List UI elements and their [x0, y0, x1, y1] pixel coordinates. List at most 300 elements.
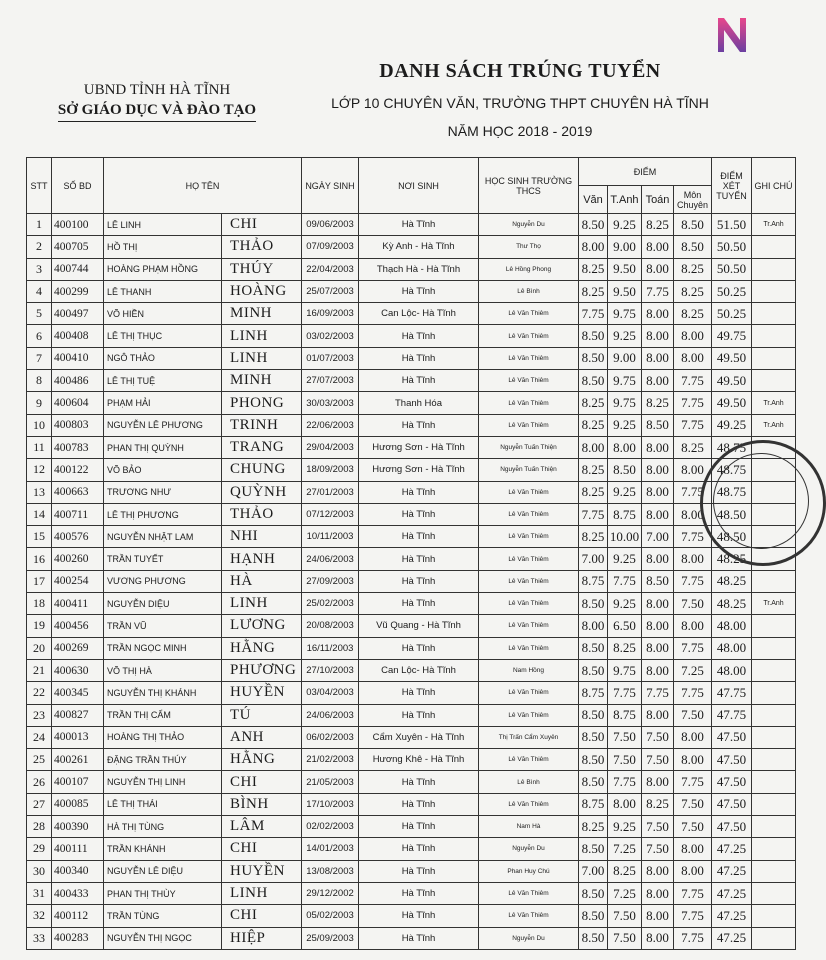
surname-cell: TRẦN NGỌC MINH — [104, 637, 222, 659]
given-name-cell: THẢO — [222, 503, 302, 525]
table-row — [27, 436, 796, 458]
birthdate-cell: 03/04/2003 — [302, 682, 359, 704]
surname-cell: HOÀNG PHẠM HỒNG — [104, 258, 222, 280]
birthdate-cell: 25/02/2003 — [302, 593, 359, 615]
birthplace-cell: Hà Tĩnh — [359, 526, 479, 548]
table-row — [27, 548, 796, 570]
surname-cell: LÊ THỊ THÁI — [104, 793, 222, 815]
birthdate-cell: 21/02/2003 — [302, 749, 359, 771]
table-row — [27, 459, 796, 481]
score-toan-cell: 7.50 — [642, 749, 674, 771]
total-score-cell: 49.25 — [712, 414, 752, 436]
stt-cell: 4 — [27, 280, 52, 302]
given-name-cell: THÚY — [222, 258, 302, 280]
table-row — [27, 392, 796, 414]
score-tanh-cell: 9.00 — [608, 347, 642, 369]
sbd-cell: 400107 — [52, 771, 104, 793]
note-cell — [752, 659, 796, 681]
score-tanh-cell: 8.50 — [608, 459, 642, 481]
stt-cell: 18 — [27, 593, 52, 615]
document-title: DANH SÁCH TRÚNG TUYỂN — [379, 60, 661, 82]
document-title-block — [300, 60, 740, 139]
surname-cell: LÊ THỊ TUỆ — [104, 370, 222, 392]
total-score-cell: 48.50 — [712, 503, 752, 525]
stt-cell: 31 — [27, 882, 52, 904]
admission-table — [26, 157, 796, 950]
score-toan-cell: 8.00 — [642, 882, 674, 904]
birthdate-cell: 30/03/2003 — [302, 392, 359, 414]
score-van-cell: 8.50 — [579, 749, 608, 771]
score-van-cell: 8.25 — [579, 280, 608, 302]
score-van-cell: 8.75 — [579, 793, 608, 815]
score-chuyen-cell: 8.25 — [674, 258, 712, 280]
total-score-cell: 47.25 — [712, 860, 752, 882]
total-score-cell: 47.25 — [712, 838, 752, 860]
score-chuyen-cell: 7.75 — [674, 882, 712, 904]
given-name-cell: HẠNH — [222, 548, 302, 570]
table-row — [27, 771, 796, 793]
sbd-cell: 400261 — [52, 749, 104, 771]
sbd-cell: 400433 — [52, 882, 104, 904]
score-tanh-cell: 7.50 — [608, 905, 642, 927]
score-chuyen-cell: 7.75 — [674, 414, 712, 436]
table-row — [27, 503, 796, 525]
school-cell: Nguyễn Du — [479, 838, 579, 860]
score-tanh-cell: 9.00 — [608, 236, 642, 258]
sbd-cell: 400456 — [52, 615, 104, 637]
school-cell: Lê Văn Thiêm — [479, 325, 579, 347]
birthplace-cell: Hà Tĩnh — [359, 503, 479, 525]
score-van-cell: 7.75 — [579, 503, 608, 525]
org-line-2: SỞ GIÁO DỤC VÀ ĐÀO TẠO — [58, 100, 256, 122]
header-van: Văn — [579, 186, 608, 214]
score-chuyen-cell: 8.00 — [674, 325, 712, 347]
sbd-cell: 400711 — [52, 503, 104, 525]
birthdate-cell: 24/06/2003 — [302, 548, 359, 570]
school-cell: Lê Văn Thiêm — [479, 503, 579, 525]
surname-cell: VƯƠNG PHƯƠNG — [104, 570, 222, 592]
score-van-cell: 8.50 — [579, 370, 608, 392]
score-van-cell: 8.25 — [579, 526, 608, 548]
score-toan-cell: 8.00 — [642, 236, 674, 258]
birthdate-cell: 16/11/2003 — [302, 637, 359, 659]
score-chuyen-cell: 7.75 — [674, 526, 712, 548]
birthdate-cell: 09/06/2003 — [302, 214, 359, 236]
score-tanh-cell: 9.75 — [608, 303, 642, 325]
school-cell: Thị Trấn Cẩm Xuyên — [479, 726, 579, 748]
sbd-cell: 400827 — [52, 704, 104, 726]
sbd-cell: 400663 — [52, 481, 104, 503]
score-toan-cell: 7.00 — [642, 526, 674, 548]
surname-cell: NGUYỄN THỊ KHÁNH — [104, 682, 222, 704]
score-toan-cell: 8.00 — [642, 481, 674, 503]
birthplace-cell: Hương Sơn - Hà Tĩnh — [359, 436, 479, 458]
given-name-cell: CHI — [222, 771, 302, 793]
score-toan-cell: 8.00 — [642, 659, 674, 681]
header-tanh: T.Anh — [608, 186, 642, 214]
sbd-cell: 400576 — [52, 526, 104, 548]
surname-cell: LÊ THANH — [104, 280, 222, 302]
stt-cell: 3 — [27, 258, 52, 280]
birthdate-cell: 22/06/2003 — [302, 414, 359, 436]
score-chuyen-cell: 7.75 — [674, 637, 712, 659]
stt-cell: 11 — [27, 436, 52, 458]
table-row — [27, 882, 796, 904]
birthplace-cell: Hà Tĩnh — [359, 570, 479, 592]
birthplace-cell: Hà Tĩnh — [359, 771, 479, 793]
note-cell — [752, 682, 796, 704]
surname-cell: VÕ THỊ HÀ — [104, 659, 222, 681]
note-cell: Tr.Anh — [752, 214, 796, 236]
total-score-cell: 47.50 — [712, 726, 752, 748]
score-van-cell: 8.00 — [579, 236, 608, 258]
note-cell — [752, 615, 796, 637]
table-row — [27, 793, 796, 815]
birthdate-cell: 24/06/2003 — [302, 704, 359, 726]
surname-cell: PHẠM HẢI — [104, 392, 222, 414]
given-name-cell: CHI — [222, 905, 302, 927]
note-cell — [752, 749, 796, 771]
score-van-cell: 8.75 — [579, 682, 608, 704]
total-score-cell: 47.50 — [712, 793, 752, 815]
birthdate-cell: 27/09/2003 — [302, 570, 359, 592]
sbd-cell: 400803 — [52, 414, 104, 436]
school-cell: Lê Bình — [479, 771, 579, 793]
birthplace-cell: Hà Tĩnh — [359, 637, 479, 659]
stt-cell: 2 — [27, 236, 52, 258]
birthdate-cell: 21/05/2003 — [302, 771, 359, 793]
score-chuyen-cell: 8.25 — [674, 303, 712, 325]
total-score-cell: 47.50 — [712, 771, 752, 793]
header-toan: Toán — [642, 186, 674, 214]
sbd-cell: 400390 — [52, 816, 104, 838]
given-name-cell: CHI — [222, 214, 302, 236]
surname-cell: NGUYỄN DIỆU — [104, 593, 222, 615]
table-row — [27, 347, 796, 369]
given-name-cell: HUYỀN — [222, 860, 302, 882]
table-row — [27, 905, 796, 927]
stt-cell: 28 — [27, 816, 52, 838]
score-toan-cell: 8.00 — [642, 459, 674, 481]
table-row — [27, 659, 796, 681]
score-van-cell: 8.50 — [579, 347, 608, 369]
score-toan-cell: 8.00 — [642, 927, 674, 949]
table-row — [27, 816, 796, 838]
score-toan-cell: 8.00 — [642, 704, 674, 726]
birthplace-cell: Kỳ Anh - Hà Tĩnh — [359, 236, 479, 258]
score-chuyen-cell: 7.75 — [674, 905, 712, 927]
birthplace-cell: Cẩm Xuyên - Hà Tĩnh — [359, 726, 479, 748]
surname-cell: TRẦN VŨ — [104, 615, 222, 637]
sbd-cell: 400013 — [52, 726, 104, 748]
surname-cell: TRẦN TUYẾT — [104, 548, 222, 570]
stt-cell: 13 — [27, 481, 52, 503]
score-toan-cell: 8.50 — [642, 414, 674, 436]
birthplace-cell: Hà Tĩnh — [359, 370, 479, 392]
note-cell — [752, 347, 796, 369]
note-cell — [752, 325, 796, 347]
stt-cell: 1 — [27, 214, 52, 236]
note-cell — [752, 280, 796, 302]
score-van-cell: 8.25 — [579, 816, 608, 838]
school-cell: Lê Văn Thiêm — [479, 905, 579, 927]
birthplace-cell: Hà Tĩnh — [359, 860, 479, 882]
score-chuyen-cell: 8.00 — [674, 548, 712, 570]
school-cell: Lê Văn Thiêm — [479, 882, 579, 904]
score-van-cell: 8.25 — [579, 392, 608, 414]
birthplace-cell: Hà Tĩnh — [359, 816, 479, 838]
score-toan-cell: 8.00 — [642, 615, 674, 637]
school-cell: Lê Văn Thiêm — [479, 526, 579, 548]
score-toan-cell: 8.00 — [642, 303, 674, 325]
birthdate-cell: 14/01/2003 — [302, 838, 359, 860]
note-cell — [752, 816, 796, 838]
total-score-cell: 48.00 — [712, 637, 752, 659]
school-cell: Lê Văn Thiêm — [479, 704, 579, 726]
sbd-cell: 400100 — [52, 214, 104, 236]
total-score-cell: 48.25 — [712, 548, 752, 570]
birthplace-cell: Hà Tĩnh — [359, 414, 479, 436]
header-monchuyen: Môn Chuyên — [674, 186, 712, 214]
note-cell — [752, 236, 796, 258]
surname-cell: NGUYỄN THỊ NGỌC — [104, 927, 222, 949]
total-score-cell: 47.75 — [712, 682, 752, 704]
score-tanh-cell: 8.25 — [608, 637, 642, 659]
total-score-cell: 48.25 — [712, 593, 752, 615]
stt-cell: 16 — [27, 548, 52, 570]
birthplace-cell: Hà Tĩnh — [359, 280, 479, 302]
score-chuyen-cell: 8.00 — [674, 503, 712, 525]
birthplace-cell: Hà Tĩnh — [359, 882, 479, 904]
header-hoten: HỌ TÊN — [104, 158, 302, 214]
birthdate-cell: 17/10/2003 — [302, 793, 359, 815]
school-cell: Lê Văn Thiêm — [479, 637, 579, 659]
total-score-cell: 50.25 — [712, 280, 752, 302]
sbd-cell: 400122 — [52, 459, 104, 481]
table-row — [27, 927, 796, 949]
score-chuyen-cell: 7.75 — [674, 570, 712, 592]
total-score-cell: 47.25 — [712, 882, 752, 904]
school-cell: Nam Hà — [479, 816, 579, 838]
sbd-cell: 400112 — [52, 905, 104, 927]
surname-cell: NGÔ THẢO — [104, 347, 222, 369]
score-toan-cell: 8.00 — [642, 325, 674, 347]
score-van-cell: 8.50 — [579, 704, 608, 726]
total-score-cell: 47.50 — [712, 749, 752, 771]
table-row — [27, 749, 796, 771]
total-score-cell: 47.75 — [712, 704, 752, 726]
given-name-cell: PHƯƠNG — [222, 659, 302, 681]
score-chuyen-cell: 7.50 — [674, 704, 712, 726]
score-tanh-cell: 8.75 — [608, 503, 642, 525]
score-chuyen-cell: 7.50 — [674, 816, 712, 838]
surname-cell: NGUYỄN LÊ PHƯƠNG — [104, 414, 222, 436]
table-row — [27, 526, 796, 548]
score-van-cell: 8.25 — [579, 459, 608, 481]
score-van-cell: 8.25 — [579, 258, 608, 280]
score-van-cell: 8.25 — [579, 414, 608, 436]
score-van-cell: 8.50 — [579, 882, 608, 904]
total-score-cell: 49.50 — [712, 347, 752, 369]
score-toan-cell: 7.75 — [642, 682, 674, 704]
birthplace-cell: Hương Khê - Hà Tĩnh — [359, 749, 479, 771]
birthdate-cell: 27/07/2003 — [302, 370, 359, 392]
given-name-cell: LINH — [222, 593, 302, 615]
sbd-cell: 400345 — [52, 682, 104, 704]
score-toan-cell: 8.00 — [642, 347, 674, 369]
score-tanh-cell: 7.75 — [608, 570, 642, 592]
school-cell: Lê Văn Thiêm — [479, 548, 579, 570]
note-cell — [752, 726, 796, 748]
birthdate-cell: 18/09/2003 — [302, 459, 359, 481]
note-cell: Tr.Anh — [752, 593, 796, 615]
birthdate-cell: 10/11/2003 — [302, 526, 359, 548]
score-van-cell: 8.50 — [579, 726, 608, 748]
birthdate-cell: 27/01/2003 — [302, 481, 359, 503]
school-cell: Lê Văn Thiêm — [479, 303, 579, 325]
score-van-cell: 8.50 — [579, 637, 608, 659]
birthdate-cell: 07/09/2003 — [302, 236, 359, 258]
stt-cell: 15 — [27, 526, 52, 548]
score-toan-cell: 7.50 — [642, 838, 674, 860]
score-tanh-cell: 7.50 — [608, 749, 642, 771]
surname-cell: NGUYỄN LÊ DIỆU — [104, 860, 222, 882]
birthdate-cell: 01/07/2003 — [302, 347, 359, 369]
sbd-cell: 400486 — [52, 370, 104, 392]
school-cell: Lê Văn Thiêm — [479, 749, 579, 771]
stt-cell: 26 — [27, 771, 52, 793]
given-name-cell: LƯƠNG — [222, 615, 302, 637]
sbd-cell: 400111 — [52, 838, 104, 860]
surname-cell: HOÀNG THỊ THẢO — [104, 726, 222, 748]
note-cell — [752, 258, 796, 280]
given-name-cell: MINH — [222, 303, 302, 325]
score-chuyen-cell: 8.00 — [674, 860, 712, 882]
school-cell: Nam Hồng — [479, 659, 579, 681]
school-cell: Lê Văn Thiêm — [479, 793, 579, 815]
stt-cell: 6 — [27, 325, 52, 347]
issuing-organization — [52, 80, 262, 122]
table-row — [27, 726, 796, 748]
school-cell: Lê Văn Thiêm — [479, 615, 579, 637]
school-cell: Lê Văn Thiêm — [479, 593, 579, 615]
sbd-cell: 400408 — [52, 325, 104, 347]
score-tanh-cell: 8.75 — [608, 704, 642, 726]
total-score-cell: 47.50 — [712, 816, 752, 838]
score-van-cell: 8.50 — [579, 771, 608, 793]
sbd-cell: 400269 — [52, 637, 104, 659]
surname-cell: TRẦN KHÁNH — [104, 838, 222, 860]
given-name-cell: LINH — [222, 882, 302, 904]
birthdate-cell: 13/08/2003 — [302, 860, 359, 882]
surname-cell: HÀ THỊ TÙNG — [104, 816, 222, 838]
school-cell: Nguyễn Du — [479, 214, 579, 236]
surname-cell: NGUYỄN THỊ LINH — [104, 771, 222, 793]
total-score-cell: 47.25 — [712, 927, 752, 949]
birthdate-cell: 29/12/2002 — [302, 882, 359, 904]
score-chuyen-cell: 7.75 — [674, 927, 712, 949]
score-tanh-cell: 9.75 — [608, 659, 642, 681]
score-toan-cell: 8.25 — [642, 793, 674, 815]
note-cell — [752, 905, 796, 927]
score-chuyen-cell: 8.00 — [674, 459, 712, 481]
birthplace-cell: Hà Tĩnh — [359, 593, 479, 615]
stt-cell: 22 — [27, 682, 52, 704]
birthdate-cell: 02/02/2003 — [302, 816, 359, 838]
score-toan-cell: 8.00 — [642, 771, 674, 793]
score-tanh-cell: 7.75 — [608, 771, 642, 793]
total-score-cell: 48.75 — [712, 459, 752, 481]
surname-cell: TRẦN TÙNG — [104, 905, 222, 927]
total-score-cell: 48.75 — [712, 436, 752, 458]
score-chuyen-cell: 7.75 — [674, 481, 712, 503]
total-score-cell: 47.25 — [712, 905, 752, 927]
score-chuyen-cell: 7.25 — [674, 659, 712, 681]
table-row — [27, 303, 796, 325]
table-row — [27, 280, 796, 302]
stt-cell: 8 — [27, 370, 52, 392]
school-cell: Lê Hồng Phong — [479, 258, 579, 280]
stt-cell: 32 — [27, 905, 52, 927]
table-row — [27, 682, 796, 704]
school-cell: Lê Văn Thiêm — [479, 570, 579, 592]
given-name-cell: LINH — [222, 347, 302, 369]
sbd-cell: 400497 — [52, 303, 104, 325]
header-sbd: SỐ BD — [52, 158, 104, 214]
sbd-cell: 400085 — [52, 793, 104, 815]
birthplace-cell: Can Lộc- Hà Tĩnh — [359, 659, 479, 681]
given-name-cell: TRANG — [222, 436, 302, 458]
score-tanh-cell: 9.50 — [608, 258, 642, 280]
total-score-cell: 49.75 — [712, 325, 752, 347]
birthdate-cell: 06/02/2003 — [302, 726, 359, 748]
score-toan-cell: 7.50 — [642, 726, 674, 748]
stt-cell: 14 — [27, 503, 52, 525]
org-line-1: UBND TỈNH HÀ TĨNH — [83, 82, 231, 98]
birthdate-cell: 22/04/2003 — [302, 258, 359, 280]
table-row — [27, 860, 796, 882]
total-score-cell: 48.00 — [712, 659, 752, 681]
stt-cell: 27 — [27, 793, 52, 815]
stt-cell: 19 — [27, 615, 52, 637]
score-van-cell: 8.25 — [579, 481, 608, 503]
score-tanh-cell: 10.00 — [608, 526, 642, 548]
score-toan-cell: 8.00 — [642, 637, 674, 659]
score-toan-cell: 8.00 — [642, 860, 674, 882]
table-row — [27, 615, 796, 637]
stt-cell: 30 — [27, 860, 52, 882]
table-row — [27, 637, 796, 659]
total-score-cell: 49.50 — [712, 370, 752, 392]
birthplace-cell: Thạch Hà - Hà Tĩnh — [359, 258, 479, 280]
school-cell: Phan Huy Chú — [479, 860, 579, 882]
score-van-cell: 8.50 — [579, 214, 608, 236]
score-van-cell: 8.00 — [579, 615, 608, 637]
table-row — [27, 704, 796, 726]
surname-cell: HỒ THỊ — [104, 236, 222, 258]
note-cell — [752, 860, 796, 882]
given-name-cell: NHI — [222, 526, 302, 548]
score-toan-cell: 8.50 — [642, 570, 674, 592]
score-van-cell: 8.00 — [579, 436, 608, 458]
table-row — [27, 214, 796, 236]
stt-cell: 7 — [27, 347, 52, 369]
score-van-cell: 7.00 — [579, 860, 608, 882]
surname-cell: ĐẶNG TRẦN THÚY — [104, 749, 222, 771]
note-cell — [752, 370, 796, 392]
score-chuyen-cell: 8.50 — [674, 236, 712, 258]
birthplace-cell: Vũ Quang - Hà Tĩnh — [359, 615, 479, 637]
